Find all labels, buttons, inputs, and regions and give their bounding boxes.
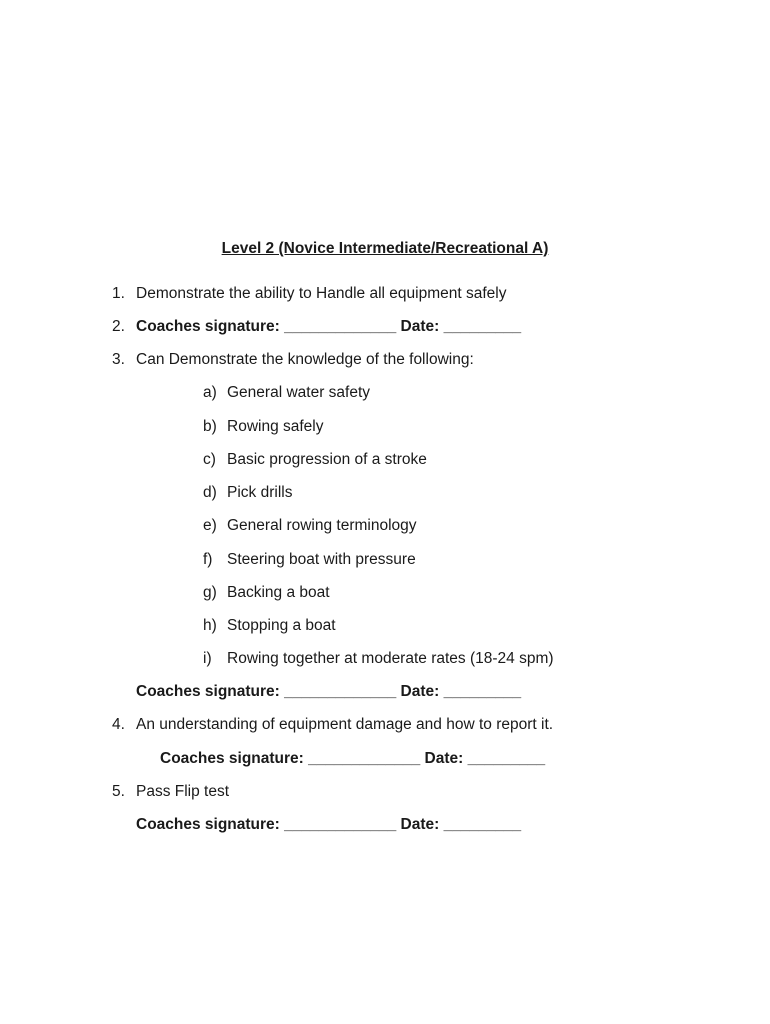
item-text: Demonstrate the ability to Handle all equipment safely [136,285,507,302]
sub-item-letter: e) [203,517,217,534]
sub-item-text: Rowing safely [227,418,324,435]
sub-item-letter: d) [203,484,217,501]
item-number: 4. [112,716,125,733]
sub-item-text: General rowing terminology [227,517,417,534]
signature-line: Coaches signature: _____________ Date: _________ [136,816,522,833]
sub-item-letter: f) [203,551,213,568]
sub-item-letter: b) [203,418,217,435]
sub-item-text: Basic progression of a stroke [227,451,427,468]
signature-line: Coaches signature: _____________ Date: _________ [160,750,546,767]
signature-line: Coaches signature: _____________ Date: _________ [136,318,522,335]
sub-item-letter: i) [203,650,212,667]
sub-item-text: Pick drills [227,484,293,501]
sub-item-letter: g) [203,584,217,601]
signature-line: Coaches signature: _____________ Date: _________ [136,683,522,700]
item-text: Pass Flip test [136,783,230,800]
page-title: Level 2 (Novice Intermediate/Recreational A) [221,240,549,257]
sub-item-letter: c) [203,451,216,468]
item-number: 5. [112,783,125,800]
sub-item-letter: a) [203,384,217,401]
item-text: An understanding of equipment damage and how to report it. [136,716,554,733]
item-number: 1. [112,285,125,302]
sub-item-text: Stopping a boat [227,617,336,634]
sub-item-text: Rowing together at moderate rates (18-24 spm) [227,650,554,667]
sub-item-text: Steering boat with pressure [227,551,416,568]
item-text: Can Demonstrate the knowledge of the following: [136,351,474,368]
item-number: 2. [112,318,125,335]
sub-item-text: General water safety [227,384,371,401]
item-number: 3. [112,351,125,368]
sub-item-letter: h) [203,617,217,634]
sub-item-text: Backing a boat [227,584,330,601]
